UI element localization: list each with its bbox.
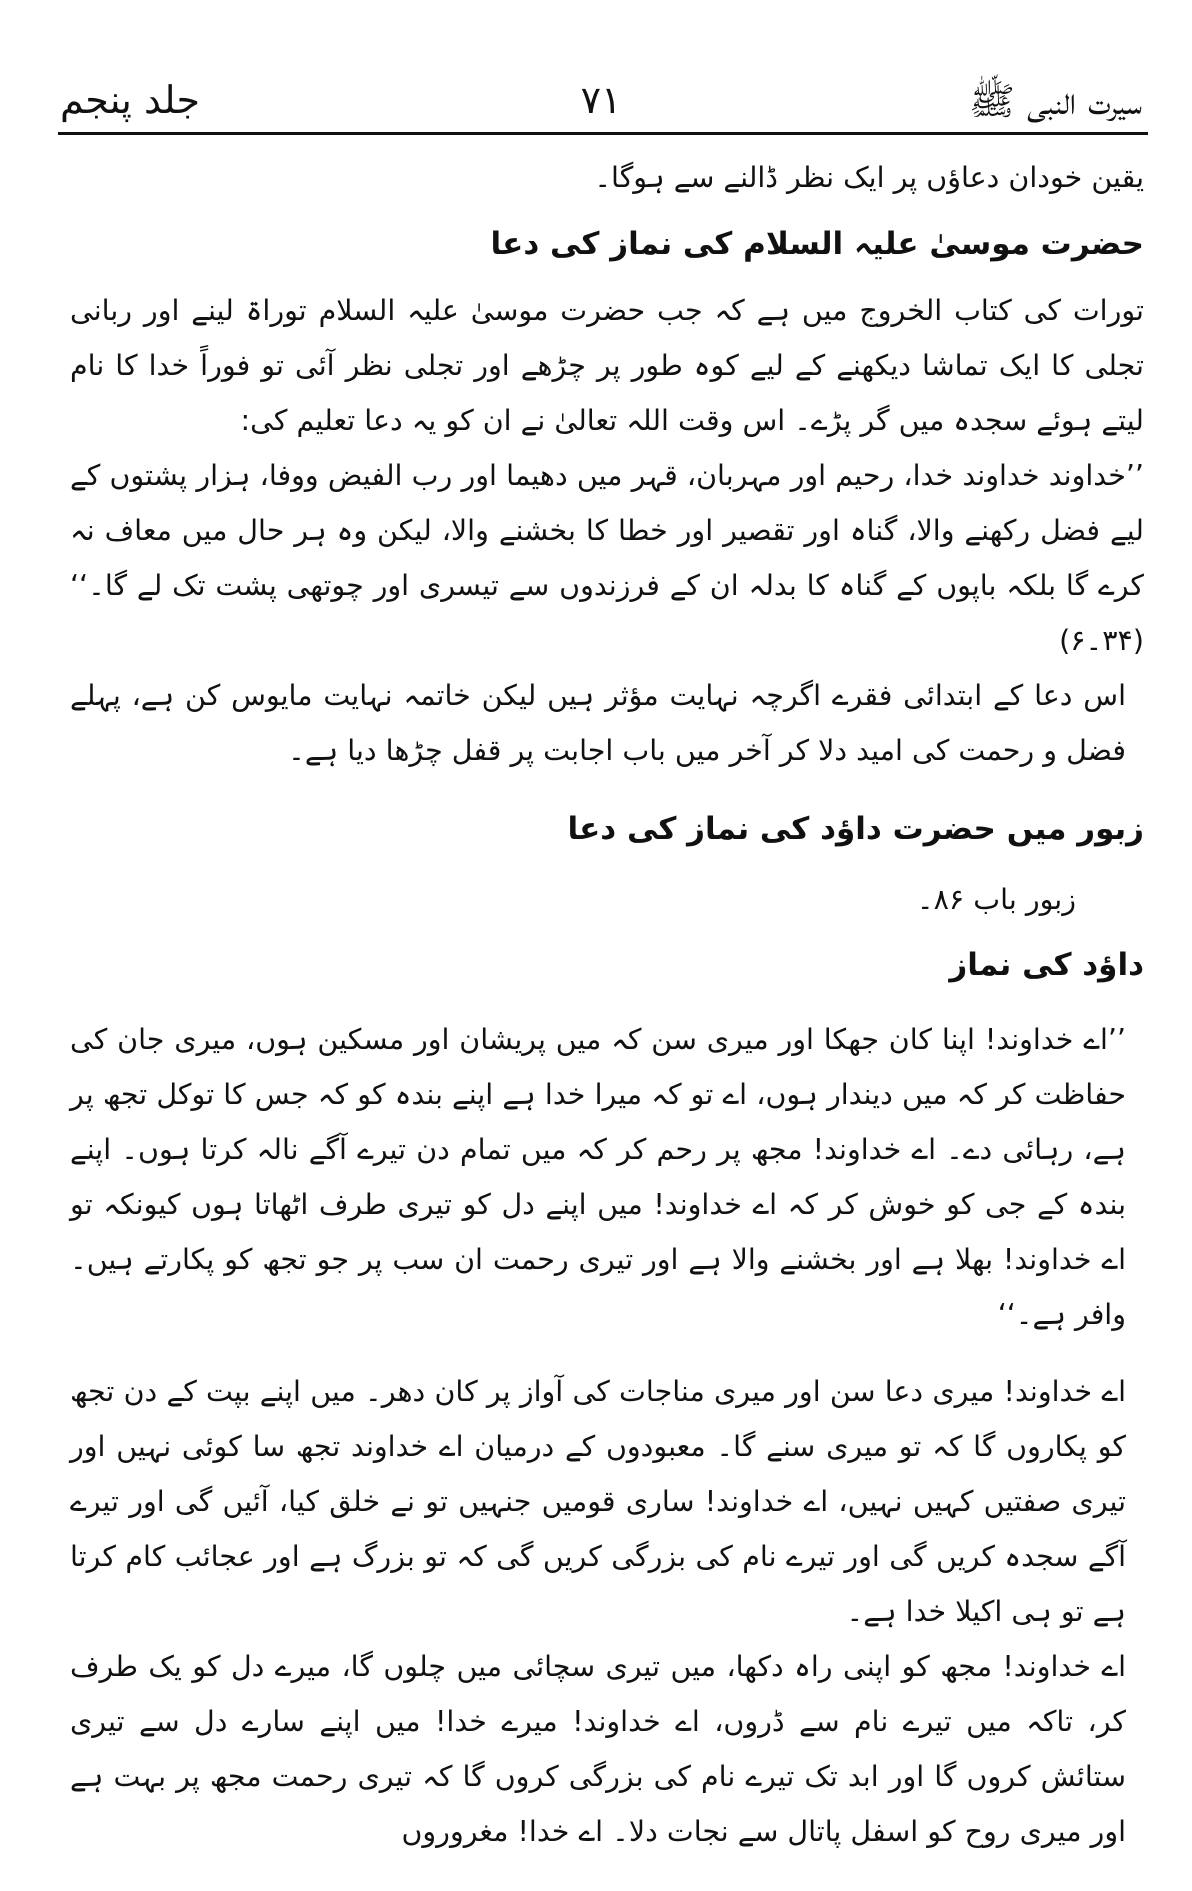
book-title: سیرت النبی ﷺ [969, 79, 1142, 123]
page-number: ۷۱ [580, 78, 622, 122]
volume-label: جلد پنجم [60, 78, 200, 122]
running-head [60, 78, 1142, 128]
moses-prayer-quote: ’’خداوند خداوند خدا، رحیم اور مہربان، قہر میں دھیما اور رب الفیض ووفا، ہزار پشتوں کے لیے فضل رکھنے والا، گناہ اور تقصیر اور خطا کا بخشنے والا، لیکن وہ ہر حال میں معاف نہ کرے گا بلکہ باپوں کے گناہ کا بدلہ ان کے فرزندوں سے تیسری اور چوتھی پشت تک لے گا۔‘‘ (۳۴۔۶) [70, 459, 1144, 657]
david-prayer-paragraph-1: ’’اے خداوند! اپنا کان جھکا اور میری سن کہ میں پریشان اور مسکین ہوں، میری جان کی حفاظت کر کہ میں دیندار ہوں، اے تو کہ میرا خدا ہے اپنے بندہ کو کہ جس کا توکل تجھ پر ہے، رہائی دے۔ اے خداوند! مجھ پر رحم کر کہ میں تمام دن تیرے آگے نالہ کرتا ہوں۔ اپنے بندہ کے جی کو خوش کر کہ اے خداوند! میں اپنے دل کو تیری طرف اٹھاتا ہوں کیونکہ تو اے خداوند! بھلا ہے اور بخشنے والا ہے اور تیری رحمت ان سب پر جو تجھ کو پکارتے ہیں۔ وافر ہے۔‘‘ [70, 1023, 1126, 1331]
david-prayer-subheading: داؤد کی نماز [949, 947, 1144, 983]
david-prayer-paragraph-2: اے خداوند! میری دعا سن اور میری مناجات کی آواز پر کان دھر۔ میں اپنے بپت کے دن تجھ کو پکاروں گا کہ تو میری سنے گا۔ معبودوں کے درمیان اے خداوند تجھ سا کوئی نہیں اور تیری صفتیں کہیں نہیں، اے خداوند! ساری قومیں جنہیں تو نے خلق کیا، آئیں گی اور تیرے آگے سجدہ کریں گی اور تیرے نام کی بزرگی کریں گی کہ تو بزرگ ہے اور عجائب کام کرتا ہے تو ہی اکیلا خدا ہے۔ [70, 1375, 1126, 1628]
psalm-reference: زبور باب ۸۶۔ [916, 883, 1076, 916]
moses-intro-paragraph: تورات کی کتاب الخروج میں ہے کہ جب حضرت موسیٰ علیہ السلام توراۃ لینے اور ربانی تجلی کا ایک تماشا دیکھنے کے لیے کوہ طور پر چڑھے اور تجلی نظر آئی تو فوراً خدا کا نام لیتے ہوئے سجدہ میں گر پڑے۔ اس وقت اللہ تعالیٰ نے ان کو یہ دعا تعلیم کی: [70, 294, 1144, 437]
moses-prayer-heading: حضرت موسیٰ علیہ السلام کی نماز کی دعا [490, 226, 1144, 262]
header-rule [58, 132, 1148, 135]
moses-comment-paragraph: اس دعا کے ابتدائی فقرے اگرچہ نہایت مؤثر ہیں لیکن خاتمہ نہایت مایوس کن ہے، پہلے فضل و رحمت کی امید دلا کر آخر میں باب اجابت پر قفل چڑھا دیا ہے۔ [70, 679, 1126, 767]
david-prayer-heading: زبور میں حضرت داؤد کی نماز کی دعا [567, 811, 1144, 847]
opening-line: یقین خودان دعاؤں پر ایک نظر ڈالنے سے ہوگا۔ [594, 161, 1144, 194]
page-body [70, 150, 1144, 1859]
david-prayer-paragraph-3: اے خداوند! مجھ کو اپنی راہ دکھا، میں تیری سچائی میں چلوں گا، میرے دل کو یک طرف کر، تاکہ میں تیرے نام سے ڈروں، اے خداوند! میرے خدا! میں اپنے سارے دل سے تیری ستائش کروں گا اور ابد تک تیرے نام کی بزرگی کروں گا کہ تیری رحمت مجھ پر بہت ہے اور میری روح کو اسفل پاتال سے نجات دلا۔ اے خدا! مغروروں [70, 1650, 1126, 1848]
